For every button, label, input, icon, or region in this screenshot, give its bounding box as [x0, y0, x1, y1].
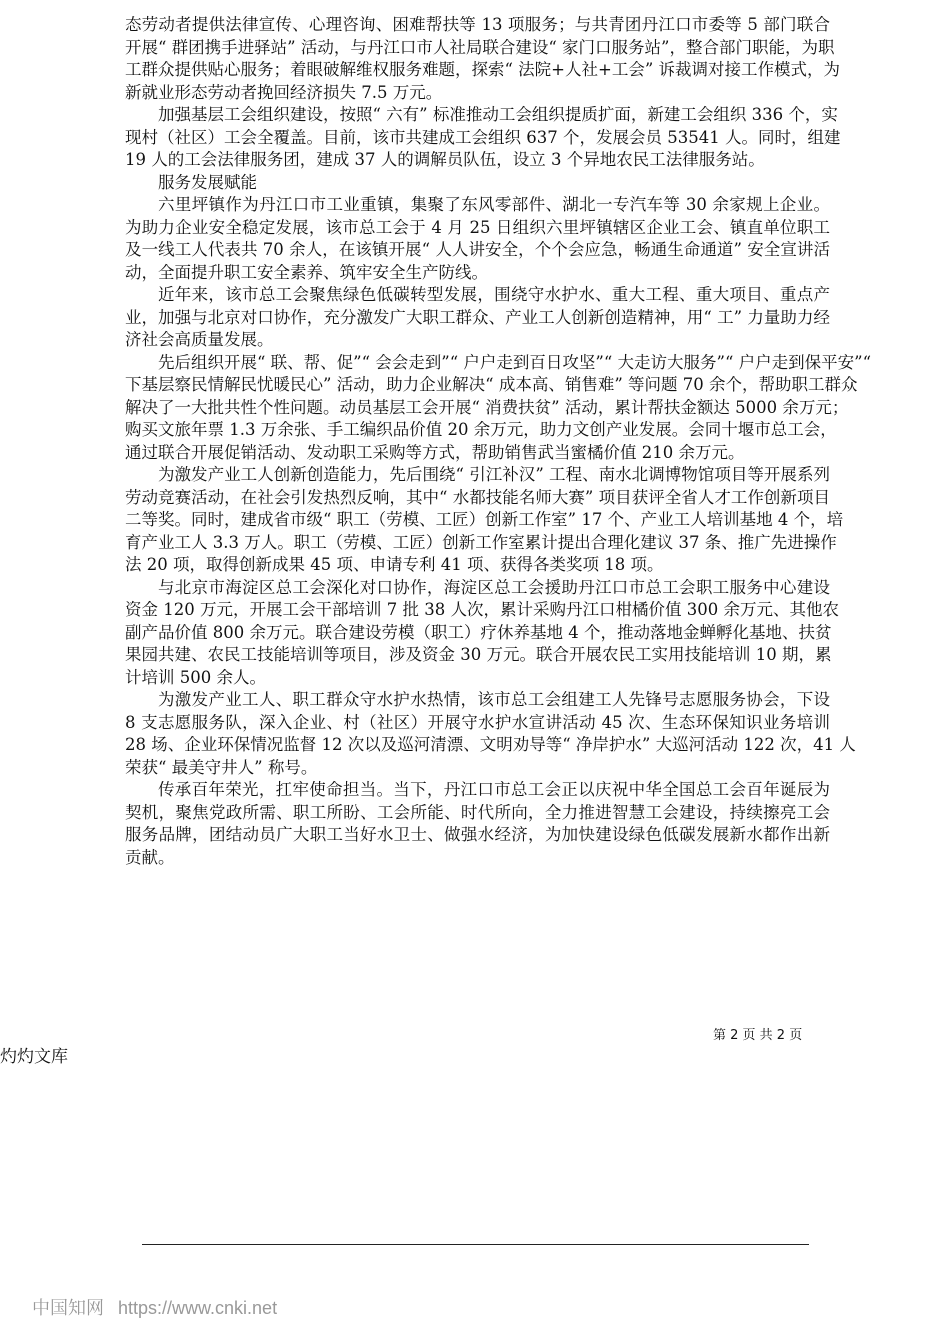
text-line: 荣获“ 最美守井人” 称号。: [125, 757, 318, 777]
text-line: 近年来，该市总工会聚焦绿色低碳转型发展，围绕守水护水、重大工程、重大项目、重点产: [158, 285, 830, 304]
cnki-watermark: [32, 1294, 277, 1320]
paragraph: [125, 104, 841, 172]
section-heading: 服务发展赋能: [158, 172, 257, 192]
paragraph: [125, 194, 830, 284]
brand-label: 灼灼文库: [0, 1047, 68, 1067]
text-line: 新就业形态劳动者挽回经济损失 7.5 万元。: [125, 82, 443, 102]
text-line: 济社会高质量发展。: [125, 330, 274, 349]
text-line: 为激发产业工人创新创造能力，先后围绕“ 引江补汉” 工程、南水北调博物馆项目等开展系列: [158, 465, 830, 484]
text-line: 现村（社区）工会全覆盖。目前，该市共建成工会组织 637 个，发展会员 53541 人。同时，组建: [125, 127, 841, 147]
text-line: 果园共建、农民工技能培训等项目，涉及资金 30 万元。联合开展农民工实用技能培训 10 期，累: [125, 645, 832, 664]
cnki-name: 中国知网: [32, 1298, 104, 1318]
text-line: 通过联合开展促销活动、发动职工采购等方式，帮助销售武当蜜橘价值 210 余万元。: [125, 442, 745, 462]
text-line: 为助力企业安全稳定发展，该市总工会于 4 月 25 日组织六里坪镇辖区企业工会、镇直单位职工: [125, 217, 830, 237]
text-line: 六里坪镇作为丹江口市工业重镇，集聚了东风零部件、湖北一专汽车等 30 余家规上企业。: [158, 195, 830, 214]
text-line: 态劳动者提供法律宣传、心理咨询、困难帮扶等 13 项服务；与共青团丹江口市委等 5 部门联合: [125, 15, 830, 34]
paragraph: [125, 689, 856, 779]
text-line: 开展“ 群团携手进驿站” 活动，与丹江口市人社局联合建设“ 家门口服务站”，整合部门职能，为职: [125, 37, 835, 57]
cnki-url: https://www.cnki.net: [118, 1298, 278, 1318]
text-line: 资金 120 万元，开展工会干部培训 7 批 38 人次，累计采购丹江口柑橘价值 300 余万元、其他农: [125, 600, 839, 619]
text-line: 副产品价值 800 余万元。联合建设劳模（职工）疗休养基地 4 个，推动落地金蝉孵化基地、扶贫: [125, 622, 832, 642]
document-body: [125, 14, 872, 869]
text-line: 19 人的工会法律服务团，建成 37 人的调解员队伍，设立 3 个异地农民工法律服务站。: [125, 150, 765, 169]
text-line: 业，加强与北京对口协作，充分激发广大职工群众、产业工人创新创造精神，用“ 工” 力量助力经: [125, 307, 830, 327]
text-line: 贡献。: [125, 847, 175, 867]
text-line: 28 场、企业环保情况监督 12 次以及巡河清漂、文明劝导等“ 净岸护水” 大巡河活动 122 次，41 人: [125, 735, 856, 754]
text-line: 动，全面提升职工安全素养、筑牢安全生产防线。: [125, 262, 488, 282]
text-line: 法 20 项，取得创新成果 45 项、申请专利 41 项、获得各类奖项 18 项。: [125, 555, 664, 574]
text-line: 传承百年荣光，扛牢使命担当。当下，丹江口市总工会正以庆祝中华全国总工会百年诞辰为: [158, 780, 830, 799]
paragraph: [125, 172, 830, 195]
text-line: 工群众提供贴心服务；着眼破解维权服务难题，探索“ 法院+人社+工会” 诉裁调对接工作模式，为: [125, 60, 841, 79]
text-line: 服务品牌，团结动员广大职工当好水卫士、做强水经济，为加快建设绿色低碳发展新水都作出新: [125, 825, 830, 844]
paragraph: [125, 464, 844, 577]
text-line: 契机，聚焦党政所需、职工所盼、工会所能、时代所向，全力推进智慧工会建设，持续擦亮工会: [125, 802, 830, 822]
paragraph: [125, 14, 841, 104]
paragraph: [125, 779, 830, 869]
text-line: 先后组织开展“ 联、帮、促”“ 会会走到”“ 户户走到百日攻坚”“ 大走访大服务”“ 户户走到保平安”“: [158, 352, 872, 372]
paragraph: [125, 284, 830, 352]
page-number: 第 2 页 共 2 页: [713, 1028, 803, 1043]
text-line: 为激发产业工人、职工群众守水护水热情，该市总工会组建工人先锋号志愿服务协会，下设: [158, 690, 830, 709]
text-line: 下基层察民情解民忧暖民心” 活动，助力企业解决“ 成本高、销售难” 等问题 70 余个，帮助职工群众: [125, 375, 858, 394]
text-line: 二等奖。同时，建成省市级“ 职工（劳模、工匠）创新工作室” 17 个、产业工人培训基地 4 个，培: [125, 510, 844, 529]
text-line: 8 支志愿服务队，深入企业、村（社区）开展守水护水宣讲活动 45 次、生态环保知识业务培训: [125, 712, 830, 732]
text-line: 育产业工人 3.3 万人。职工（劳模、工匠）创新工作室累计提出合理化建议 37 条、推广先进操作: [125, 532, 837, 552]
paragraph: [125, 352, 872, 465]
footer-divider: [142, 1244, 809, 1245]
text-line: 劳动竞赛活动，在社会引发热烈反响，其中“ 水都技能名师大赛” 项目获评全省人才工作创新项目: [125, 487, 830, 507]
text-line: 及一线工人代表共 70 余人，在该镇开展“ 人人讲安全，个个会应急，畅通生命通道” 安全宣讲活: [125, 240, 830, 259]
text-line: 解决了一大批共性个性问题。动员基层工会开展“ 消费扶贫” 活动，累计帮扶金额达 5000 余万元；: [125, 397, 849, 417]
text-line: 加强基层工会组织建设，按照“ 六有” 标准推动工会组织提质扩面，新建工会组织 336 个，实: [158, 105, 838, 124]
paragraph: [125, 577, 839, 690]
text-line: 计培训 500 余人。: [125, 667, 266, 687]
text-line: 与北京市海淀区总工会深化对口协作，海淀区总工会援助丹江口市总工会职工服务中心建设: [158, 577, 830, 597]
text-line: 购买文旅年票 1.3 万余张、手工编织品价值 20 余万元，助力文创产业发展。会同十堰市总工会，: [125, 420, 837, 439]
